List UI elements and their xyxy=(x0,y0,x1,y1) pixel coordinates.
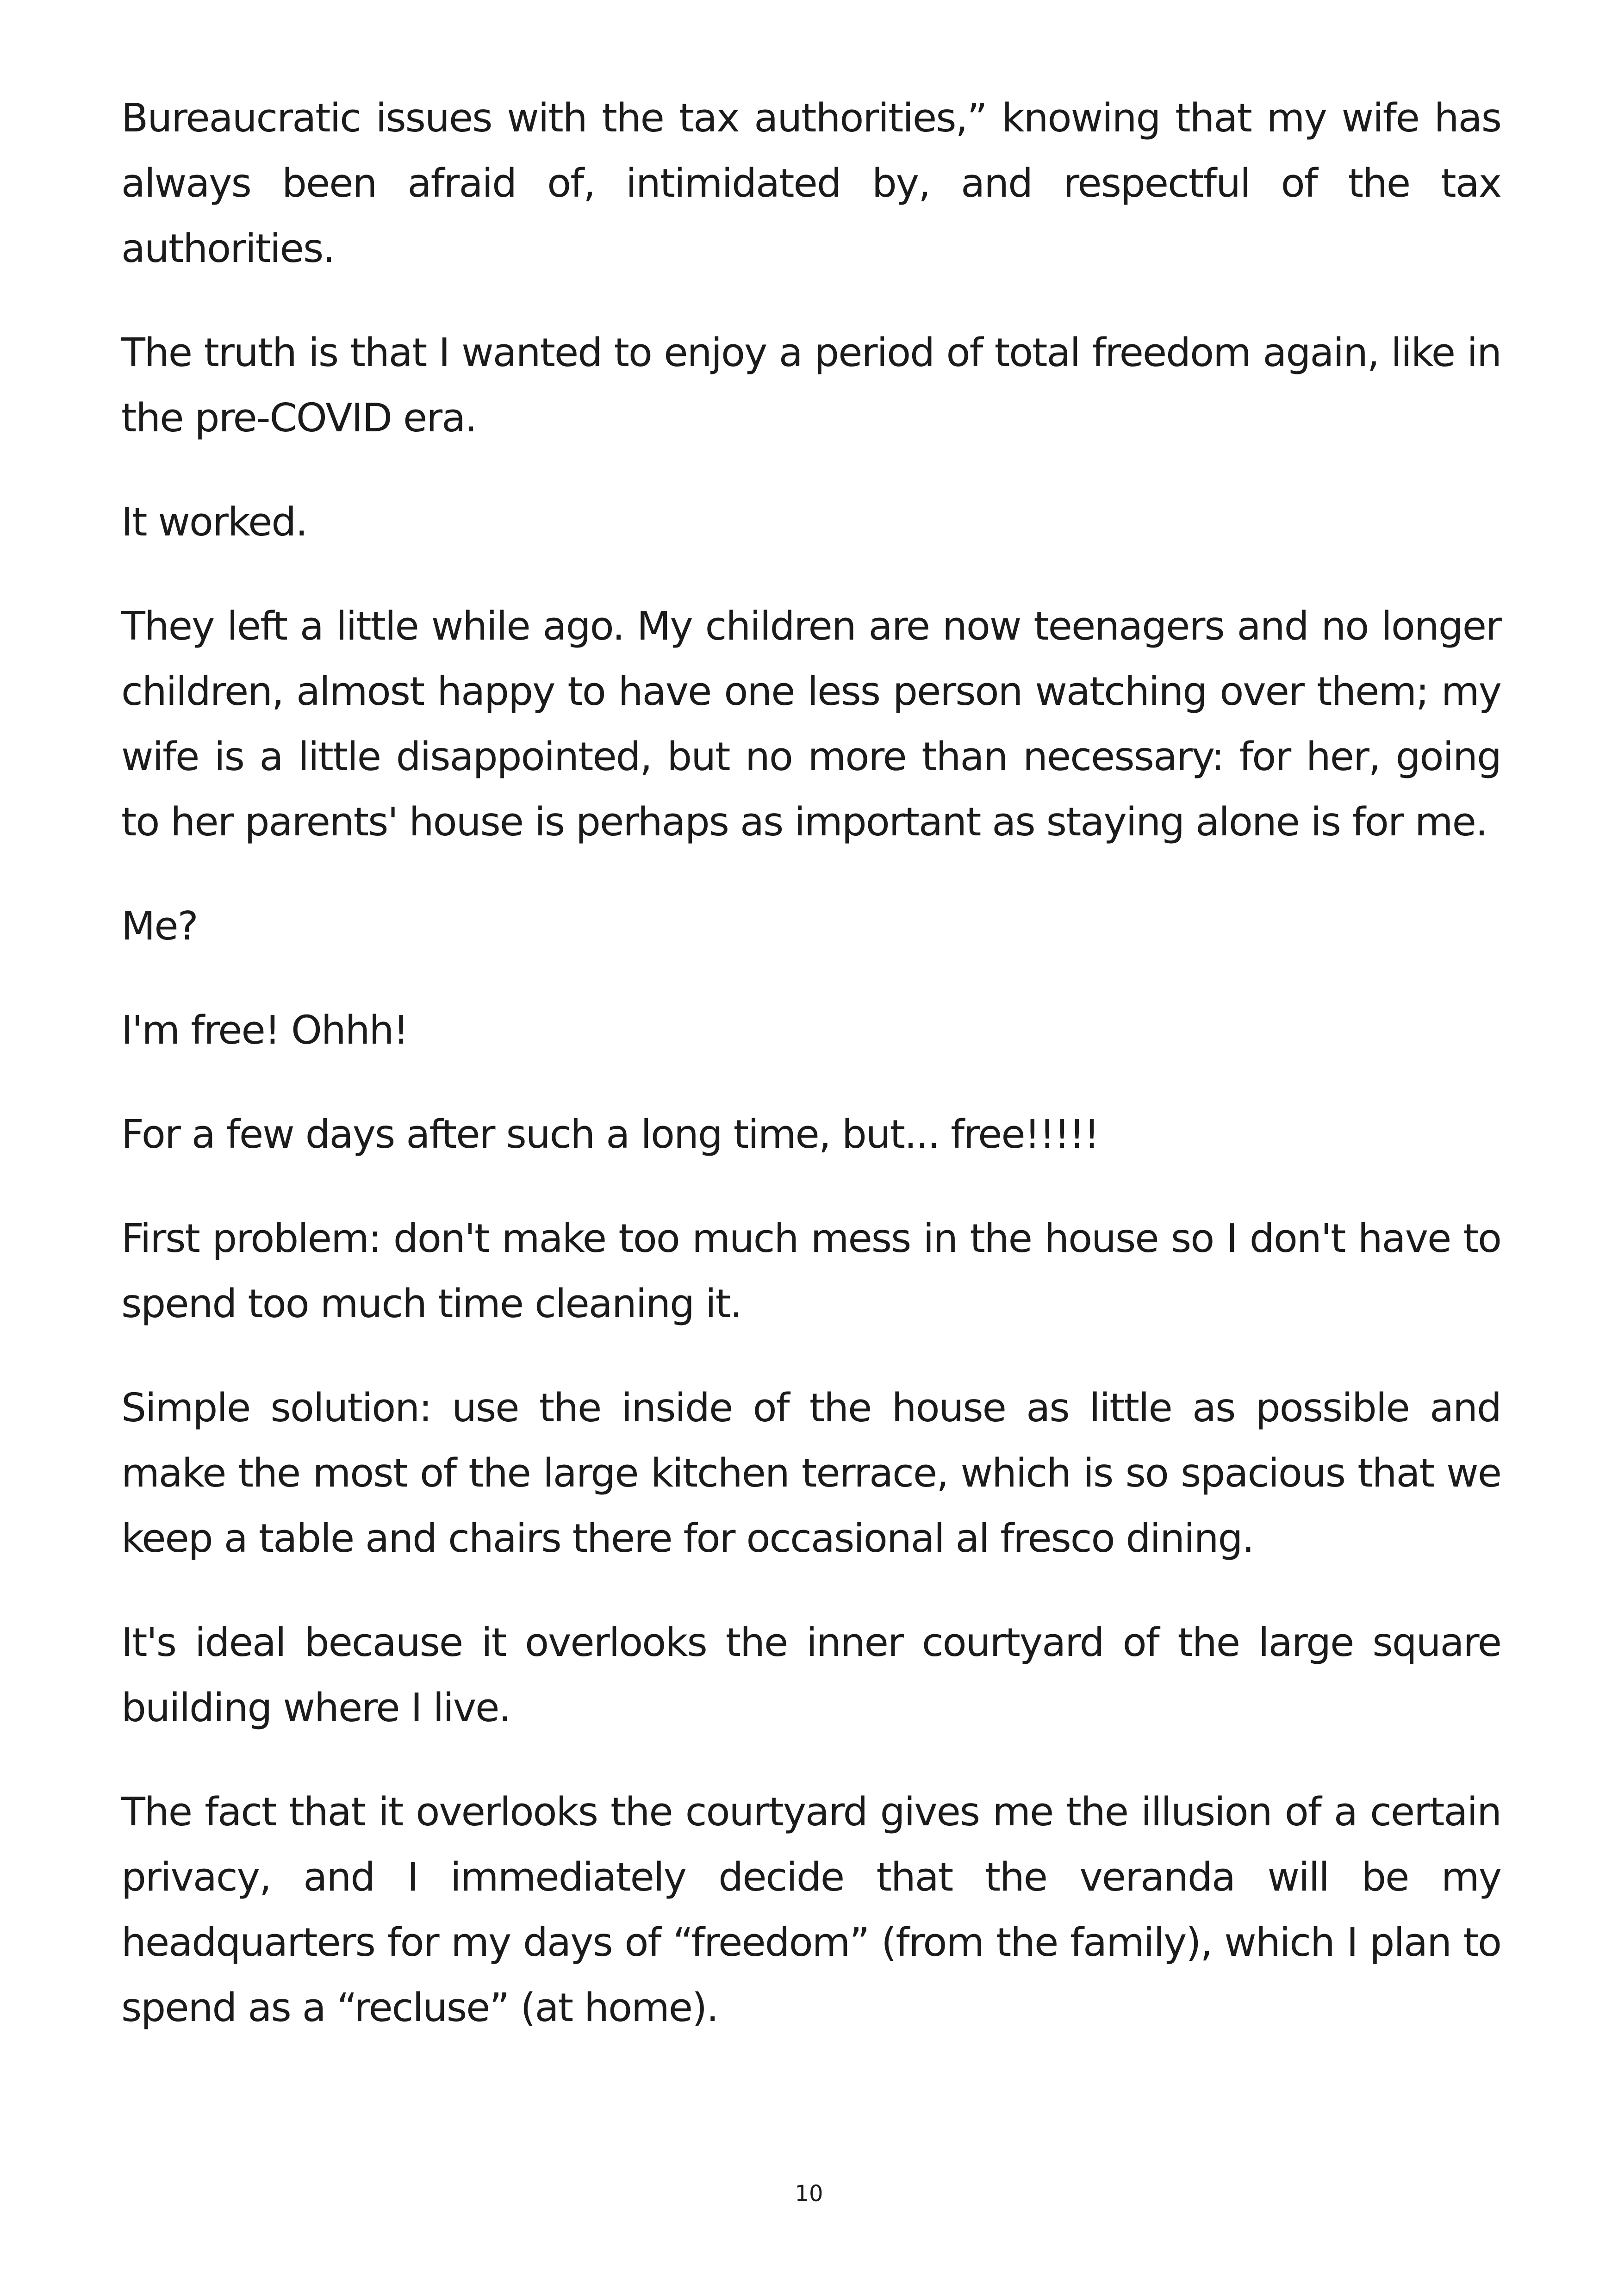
paragraph-im-free: I'm free! Ohhh! xyxy=(121,1008,408,1053)
paragraph-simple-solution: Simple solution: use the inside of the house as little as possible and make the most of the large kitchen terrace, which is so spacious that we keep a table and chairs there for occasional al fresco dining. xyxy=(121,1385,1501,1562)
paragraph-it-worked: It worked. xyxy=(121,499,307,545)
paragraph-few-days: For a few days after such a long time, but... free!!!!! xyxy=(121,1112,1099,1157)
paragraph-first-problem: First problem: don't make too much mess in the house so I don't have to spend too much time cleaning it. xyxy=(121,1216,1501,1327)
paragraph-privacy-veranda: The fact that it overlooks the courtyard gives me the illusion of a certain privacy, and I immediately decide that the veranda will be my headquarters for my days of “freedom” (from the family), which I plan to spend as a “recluse” (at home). xyxy=(121,1789,1501,2031)
page-number: 10 xyxy=(795,2181,823,2207)
paragraph-ideal-courtyard: It's ideal because it overlooks the inner courtyard of the large square building where I live. xyxy=(121,1620,1501,1731)
paragraph-total-freedom: The truth is that I wanted to enjoy a period of total freedom again, like in the pre-COVID era. xyxy=(121,330,1501,441)
paragraph-me: Me? xyxy=(121,903,198,949)
body-text xyxy=(121,86,1501,2041)
paragraph-tax-authorities: Bureaucratic issues with the tax authorities,” knowing that my wife has always been afraid of, intimidated by, and respectful of the tax authorities. xyxy=(121,95,1501,272)
paragraph-they-left: They left a little while ago. My children are now teenagers and no longer children, almost happy to have one less person watching over them; my wife is a little disappointed, but no more than necessary: for her, going to her parents' house is perhaps as important as staying alone is for me. xyxy=(121,604,1501,845)
